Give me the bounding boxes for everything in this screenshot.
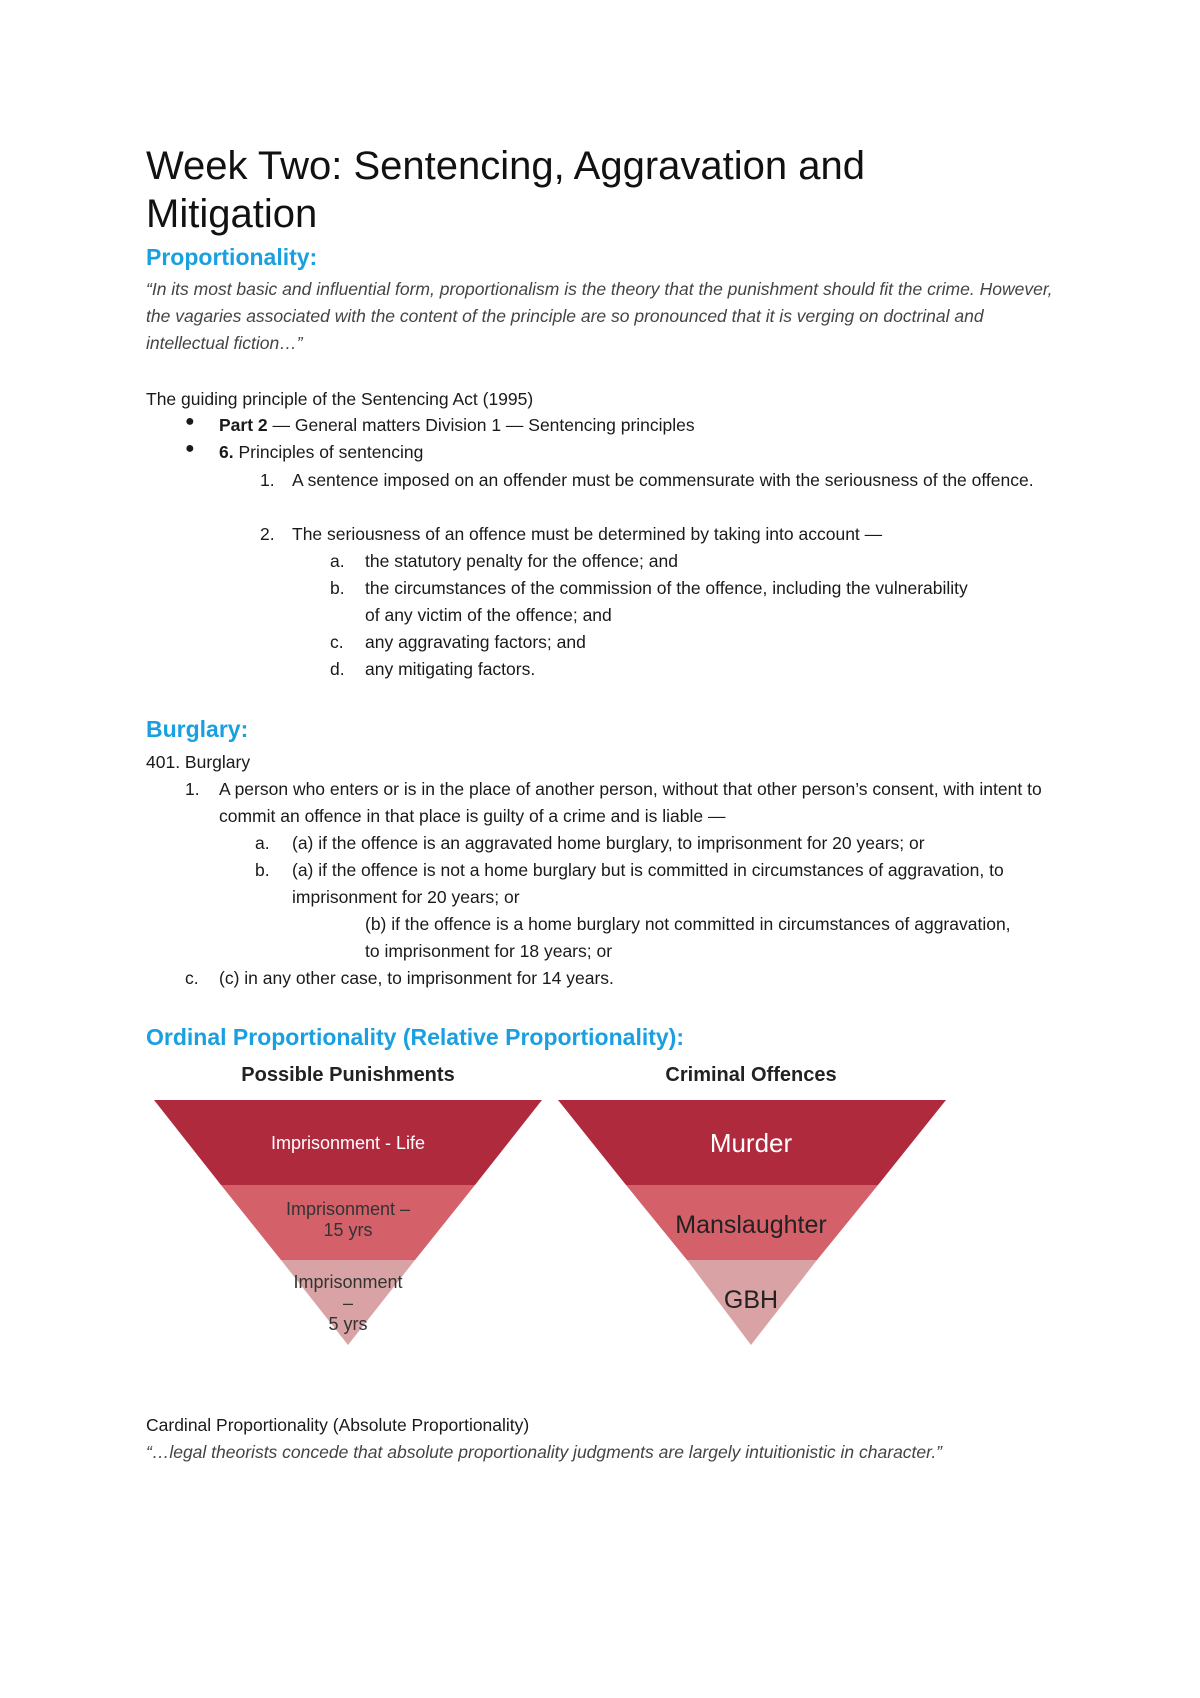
burglary-section: 401. Burglary (146, 752, 251, 772)
sub-item-d: any mitigating factors. (365, 659, 536, 679)
left-tier-2-label-line2: 15 yrs (323, 1220, 373, 1240)
left-tier-3-label-line3: 5 yrs (328, 1314, 368, 1334)
principle-item-1: A sentence imposed on an offender must be commensurate with the seriousness of the offence. (292, 470, 1034, 490)
ordinal-diagram (140, 1055, 960, 1355)
list-marker: d. (330, 659, 345, 679)
list-marker: a. (255, 833, 270, 853)
bullet-icon: ● (185, 440, 195, 457)
list-marker: b. (255, 860, 270, 880)
cardinal-quote: “…legal theorists concede that absolute proportionality judgments are largely intuitionistic in character.” (146, 1442, 943, 1462)
burglary-heading: Burglary: (146, 716, 249, 742)
ordinal-heading: Ordinal Proportionality (Relative Proportionality): (146, 1024, 684, 1050)
proportionality-quote: “In its most basic and influential form, proportionalism is the theory that the punishment should fit the crime. However, the vagaries associated with the content of the principle are so pronounced that it is verging on doctrinal and intellectual fiction…” (146, 279, 1053, 353)
list-marker: c. (330, 632, 344, 652)
right-tier-3-label: GBH (723, 1286, 779, 1314)
list-marker: 1. (185, 779, 200, 799)
left-tier-2-label: Imprisonment – (285, 1199, 411, 1219)
guiding-principle-text: The guiding principle of the Sentencing Act (1995) (146, 389, 534, 409)
list-marker: 2. (260, 524, 275, 544)
burglary-item-1: A person who enters or is in the place of another person, without that other person’s consent, with intent to commit an offence in that place is guilty of a crime and is liable — (219, 779, 1042, 826)
page-title: Week Two: Sentencing, Aggravation and Mitigation (146, 144, 866, 236)
cardinal-heading: Cardinal Proportionality (Absolute Proportionality) (146, 1415, 530, 1435)
right-diagram-title: Criminal Offences (665, 1064, 837, 1086)
burglary-sub-a: (a) if the offence is an aggravated home burglary, to imprisonment for 20 years; or (292, 833, 925, 853)
list-marker: a. (330, 551, 345, 571)
left-tier-3-label: Imprisonment (293, 1272, 403, 1292)
burglary-sub-c: (c) in any other case, to imprisonment for 14 years. (219, 968, 614, 988)
sub-item-b: the circumstances of the commission of the offence, including the vulnerability of any victim of the offence; and (365, 578, 968, 625)
proportionality-heading: Proportionality: (146, 244, 318, 270)
left-diagram-title: Possible Punishments (241, 1064, 455, 1086)
bullet-principles: 6. Principles of sentencing (219, 442, 424, 462)
bullet-part-2: Part 2 — General matters Division 1 — Sentencing principles (219, 415, 695, 435)
burglary-sub-b: (a) if the offence is not a home burglary but is committed in circumstances of aggravation, to imprisonment for 20 years; or (292, 860, 1004, 907)
bullet-icon: ● (185, 413, 195, 430)
principle-item-2: The seriousness of an offence must be determined by taking into account — (292, 524, 883, 544)
list-marker: b. (330, 578, 345, 598)
left-tier-3-label-line2: – (342, 1293, 354, 1313)
right-tier-2-label: Manslaughter (675, 1211, 827, 1239)
sub-item-a: the statutory penalty for the offence; and (365, 551, 678, 571)
list-marker: c. (185, 968, 199, 988)
sub-item-c: any aggravating factors; and (365, 632, 586, 652)
list-marker: 1. (260, 470, 275, 490)
right-tier-1-label: Murder (709, 1128, 793, 1158)
left-tier-1-label: Imprisonment - Life (270, 1133, 426, 1153)
burglary-sub-b2: (b) if the offence is a home burglary not committed in circumstances of aggravation, to imprisonment for 18 years; or (365, 914, 1011, 961)
